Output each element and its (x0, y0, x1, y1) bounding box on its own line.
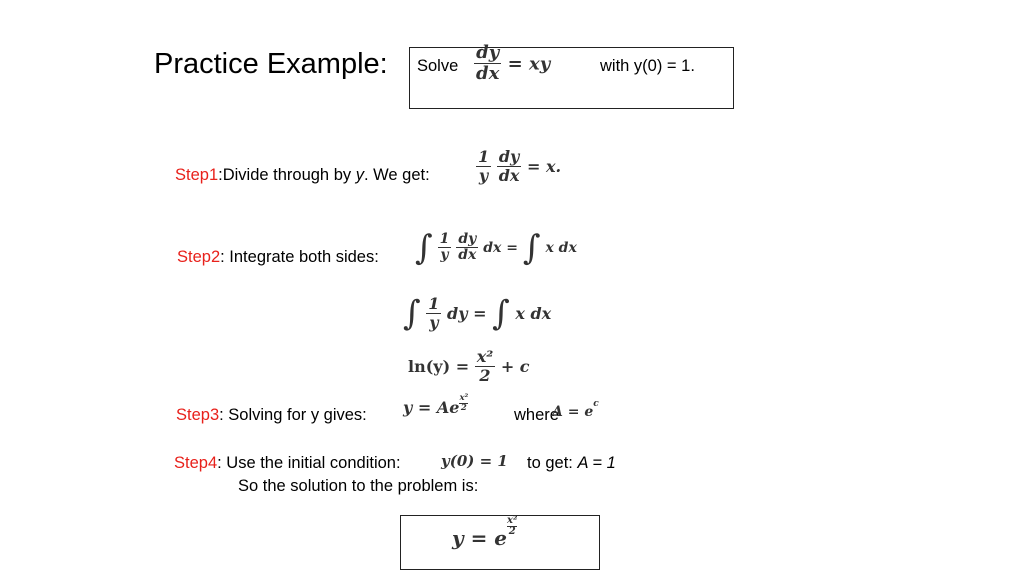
step2-line (177, 248, 379, 267)
step3-where-lhs: A = e (552, 404, 594, 420)
problem-condition: with y(0) = 1. (600, 57, 695, 75)
solution-exp-num: x² (507, 515, 518, 526)
step2-equation-1 (415, 228, 577, 268)
step2-eq3-rhs: + c (500, 357, 530, 377)
step3-exp-num: x² (459, 393, 469, 403)
step3-text: : Solving for y gives: (219, 406, 367, 424)
step1-frac2-num: dy (497, 149, 522, 167)
step2-eq2-frac-num: 1 (428, 294, 440, 313)
step3-where-exp: c (593, 399, 599, 409)
step2-eq1-frac1-den: y (440, 247, 449, 264)
step2-eq2-rhs: x dx (515, 304, 552, 324)
step2-eq3-frac-num: x² (476, 347, 494, 366)
step1-equation (476, 149, 561, 184)
step1-text-before: :Divide through by (218, 166, 356, 184)
step4-result: A = 1 (577, 454, 616, 472)
step1-var: y (355, 166, 364, 184)
step1-label: Step1 (175, 166, 219, 184)
integral-sign: ∫ (415, 228, 433, 268)
step2-eq1-frac2-den: dx (458, 247, 477, 264)
integral-sign: ∫ (403, 293, 421, 334)
step2-label: Step2 (177, 248, 221, 266)
solution-lhs: y = e (452, 526, 508, 550)
step1-text-after: . We get: (363, 166, 430, 184)
step2-eq1-frac1-num: 1 (439, 231, 450, 248)
step1-eq-rhs: = x. (527, 157, 562, 177)
step4-line (174, 454, 401, 473)
step3-exp-den: 2 (460, 402, 467, 413)
solution-exp-den: 2 (508, 526, 516, 537)
step3-eq-lhs: y = Ae (403, 398, 460, 417)
page-title: Practice Example: (154, 48, 388, 80)
problem-eq-denominator: dx (476, 62, 500, 84)
step2-eq1-frac2-num: dy (456, 232, 478, 248)
step1-frac1-den: y (478, 165, 489, 185)
step3-equation (403, 393, 469, 417)
problem-eq-numerator: dy (474, 44, 501, 64)
step2-eq3-lhs: ln(y) = (408, 357, 470, 377)
step4-line2: So the solution to the problem is: (238, 477, 479, 495)
step1-frac2-den: dx (498, 165, 520, 185)
problem-solve-label: Solve (417, 57, 459, 75)
step4-label: Step4 (174, 454, 218, 472)
step3-label: Step3 (176, 406, 220, 424)
step4-equation: y(0) = 1 (441, 452, 508, 470)
step4-text: : Use the initial condition: (217, 454, 401, 472)
step2-eq2-mid: dy = (447, 304, 487, 324)
step2-eq1-rhs: x dx (545, 240, 577, 256)
step2-text: : Integrate both sides: (220, 248, 379, 266)
step2-eq2-frac-den: y (429, 312, 439, 332)
step2-eq1-mid: dx = (483, 240, 518, 256)
step4-to-get (527, 454, 616, 473)
solution-equation (452, 515, 518, 550)
step3-line (176, 406, 367, 425)
step1-frac1-num: 1 (478, 147, 490, 166)
step2-equation-2 (403, 293, 552, 334)
problem-eq-rhs: = xy (507, 53, 551, 75)
integral-sign: ∫ (492, 293, 510, 334)
step4-to-get-text: to get: (527, 454, 578, 472)
step3-where-equation (552, 399, 599, 420)
step2-eq3-frac-den: 2 (479, 365, 491, 385)
step2-equation-3 (408, 349, 530, 384)
step1-line (175, 166, 430, 185)
integral-sign: ∫ (522, 228, 541, 268)
problem-equation (474, 44, 550, 84)
step3-where: where (514, 406, 559, 424)
